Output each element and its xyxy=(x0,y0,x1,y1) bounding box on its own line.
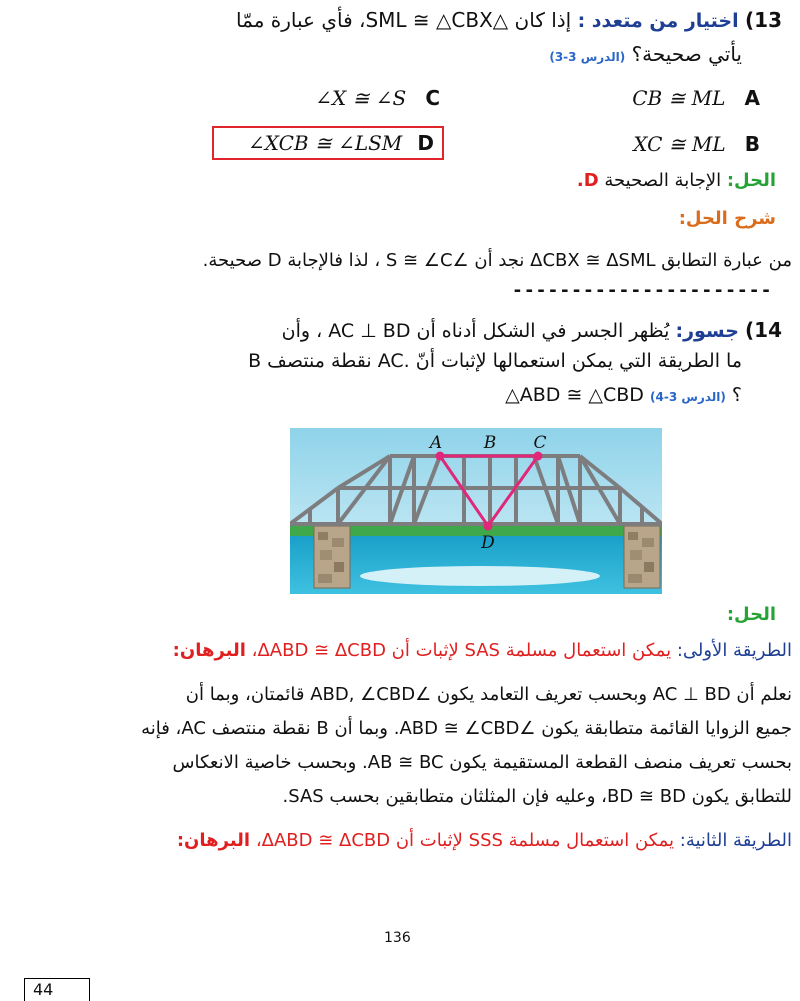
page-box-number: 44 xyxy=(24,978,90,1001)
proof-line-4: للتطابق يكون BD ≅ BD، وعليه فإن المثلثان متطابقين بحسب SAS. xyxy=(282,786,792,807)
proof-label-1: البرهان: xyxy=(172,640,246,661)
q13-question-line2: يأتي صحيحة؟ xyxy=(631,42,742,66)
label-b: B xyxy=(483,433,497,453)
q14-question-line1: يُظهر الجسر في الشكل أدناه أن AC ⊥ BD ، وأن xyxy=(281,320,670,342)
point-d xyxy=(484,522,493,531)
q14-line2: B نقطة منتصف AC. ما الطريقة التي يمكن استعمالها لإثبات أنّ xyxy=(248,350,742,372)
q14-number: 14) xyxy=(745,318,782,342)
method2-text: يمكن استعمال مسلمة SSS لإثبات أن ΔABD ≅ ΔCBD، xyxy=(255,830,675,851)
q13-number: 13) xyxy=(745,8,782,32)
page-number: 136 xyxy=(384,930,411,946)
bridge-figure xyxy=(290,428,662,594)
q13-solution xyxy=(577,170,776,191)
q13-question-line1: إذا كان △SML ≅ △CBX، فأي عبارة ممّا xyxy=(236,8,572,32)
q13-solution-text: الإجابة الصحيحة xyxy=(604,170,722,191)
q13-solution-label: الحل: xyxy=(726,170,776,191)
q13-line1 xyxy=(12,8,782,32)
q14-heading: جسور: xyxy=(675,320,739,342)
method2-label: الطريقة الثانية: xyxy=(679,830,792,851)
method1-text: يمكن استعمال مسلمة SAS لإثبات أن ΔABD ≅ ΔCBD، xyxy=(251,640,672,661)
label-a: A xyxy=(429,433,443,453)
option-a-text: CB ≅ ML xyxy=(632,86,726,110)
q14-solution-label: الحل: xyxy=(726,604,776,625)
option-d-text: ∠XCB ≅ ∠LSM xyxy=(247,131,403,155)
option-b-letter: B xyxy=(744,132,760,156)
option-d-letter: D xyxy=(417,131,434,155)
proof-line-2: جميع الزوايا القائمة متطابقة يكون ∠ABD ≅ ∠CBD. وبما أن B نقطة منتصف AC، فإنه xyxy=(141,718,792,739)
q13-option-d-highlight[interactable] xyxy=(212,126,444,160)
q14-question-line3: △ABD ≅ △CBD ؟ xyxy=(505,384,742,406)
q13-heading: اختيار من متعدد : xyxy=(577,10,739,32)
option-a-letter: A xyxy=(744,86,760,110)
proof-label-2: البرهان: xyxy=(176,830,251,851)
q14-line3 xyxy=(505,384,742,406)
option-c-text: ∠X ≅ ∠S xyxy=(315,86,407,110)
q14-lesson-tag: (الدرس 3-4) xyxy=(649,390,726,404)
q13-explain-text: من عبارة التطابق ΔCBX ≅ ΔSML نجد أن ∠S ≅ ∠C ، لذا فالإجابة D صحيحة. xyxy=(202,250,792,271)
dashed-divider: ---------------------- xyxy=(512,280,773,301)
q13-explain-label: شرح الحل: xyxy=(678,208,776,229)
q13-option-c[interactable] xyxy=(260,86,440,110)
proof-line-1: نعلم أن AC ⊥ BD وبحسب تعريف التعامد يكون ∠ABD, ∠CBD قائمتان، وبما أن xyxy=(185,684,792,705)
label-c: C xyxy=(533,433,547,453)
proof-line-3: بحسب تعريف منصف القطعة المستقيمة يكون AB ≅ BC. وبحسب خاصية الانعكاس xyxy=(172,752,792,773)
q13-option-a[interactable] xyxy=(600,86,760,110)
right-pier-icon xyxy=(624,526,660,588)
q14-method2-line xyxy=(2,830,792,851)
option-c-letter: C xyxy=(425,86,440,110)
q14-method1-line xyxy=(2,640,792,661)
left-pier-icon xyxy=(314,526,350,588)
q14-line1 xyxy=(282,318,782,342)
q13-solution-letter: D. xyxy=(576,170,599,191)
method1-label: الطريقة الأولى: xyxy=(676,640,792,661)
q13-line2 xyxy=(549,42,742,66)
q13-option-b[interactable] xyxy=(600,132,760,156)
option-b-text: XC ≅ ML xyxy=(633,132,726,156)
label-d: D xyxy=(481,533,495,553)
q13-explain-heading xyxy=(679,208,776,229)
q13-lesson-tag: (الدرس 3-3) xyxy=(549,50,626,64)
